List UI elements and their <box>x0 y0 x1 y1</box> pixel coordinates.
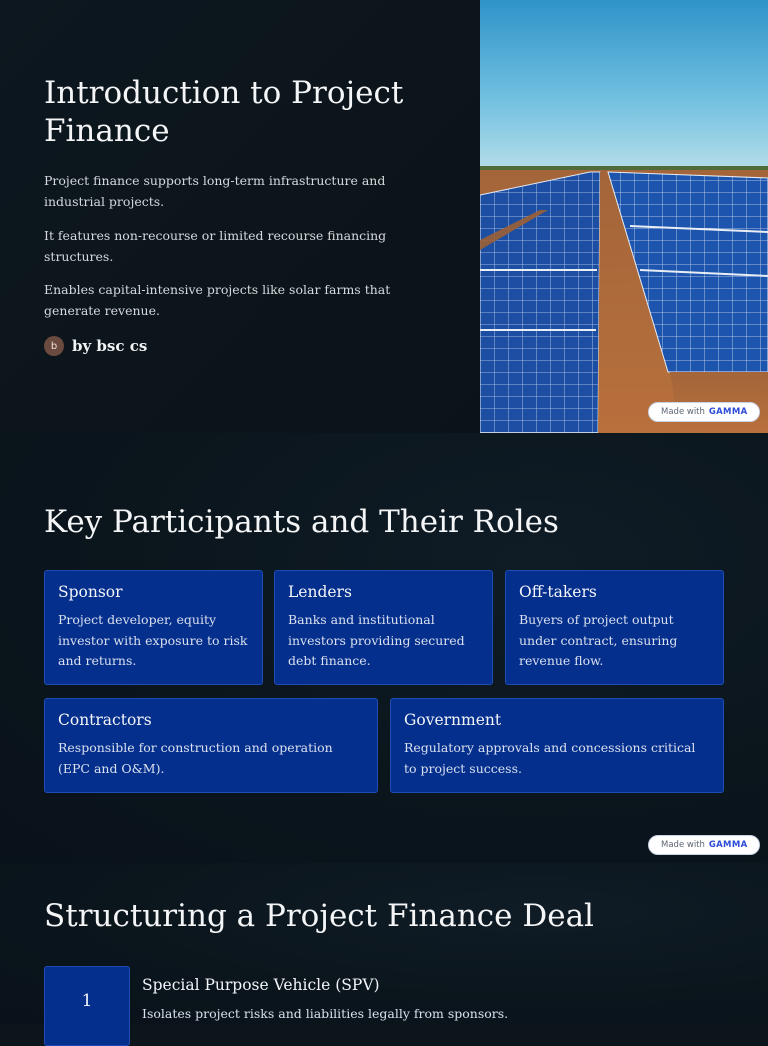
participant-card-off-takers <box>505 570 724 685</box>
card-title: Lenders <box>288 583 352 601</box>
gamma-logo: GAMMA <box>708 840 748 850</box>
author-byline[interactable] <box>44 336 147 356</box>
card-description: Responsible for construction and operation (EPC and O&M). <box>58 740 333 776</box>
participant-card-sponsor <box>44 570 263 685</box>
section-title: Structuring a Project Finance Deal <box>44 898 594 934</box>
step-description: Isolates project risks and liabilities legally from sponsors. <box>142 1006 509 1021</box>
card-title: Off-takers <box>519 583 597 601</box>
section-title: Key Participants and Their Roles <box>44 504 559 540</box>
card-description: Banks and institutional investors providing secured debt finance. <box>288 612 465 668</box>
intro-paragraph-1: Project finance supports long-term infrastructure and industrial projects. <box>44 173 386 209</box>
participant-card-lenders <box>274 570 493 685</box>
made-with-gamma-badge[interactable] <box>648 835 760 855</box>
author-name[interactable]: by bsc cs <box>72 337 148 355</box>
participant-card-contractors <box>44 698 378 793</box>
intro-paragraph-2: It features non-recourse or limited recourse financing structures. <box>44 228 387 264</box>
step-number: 1 <box>81 991 93 1011</box>
solar-farm-image <box>480 0 768 433</box>
slide-key-participants <box>0 433 768 863</box>
card-description: Project developer, equity investor with exposure to risk and returns. <box>58 612 248 668</box>
card-description: Buyers of project output under contract, ensuring revenue flow. <box>519 612 678 668</box>
page-title: Introduction to Project Finance <box>44 75 404 149</box>
card-title: Sponsor <box>58 583 123 601</box>
slide-structuring-deal <box>0 863 768 1024</box>
step-title: Special Purpose Vehicle (SPV) <box>142 976 380 994</box>
card-title: Contractors <box>58 711 152 729</box>
badge-prefix: Made with <box>661 840 705 850</box>
card-description: Regulatory approvals and concessions critical to project success. <box>404 740 696 776</box>
badge-prefix: Made with <box>661 407 705 417</box>
card-title: Government <box>404 711 502 729</box>
gamma-logo: GAMMA <box>708 407 748 417</box>
participant-card-government <box>390 698 724 793</box>
step-number-box <box>44 966 130 1046</box>
made-with-gamma-badge[interactable] <box>648 402 760 422</box>
avatar[interactable]: b <box>44 336 64 356</box>
slide-introduction <box>0 0 768 433</box>
intro-paragraph-3: Enables capital-intensive projects like solar farms that generate revenue. <box>44 282 391 318</box>
